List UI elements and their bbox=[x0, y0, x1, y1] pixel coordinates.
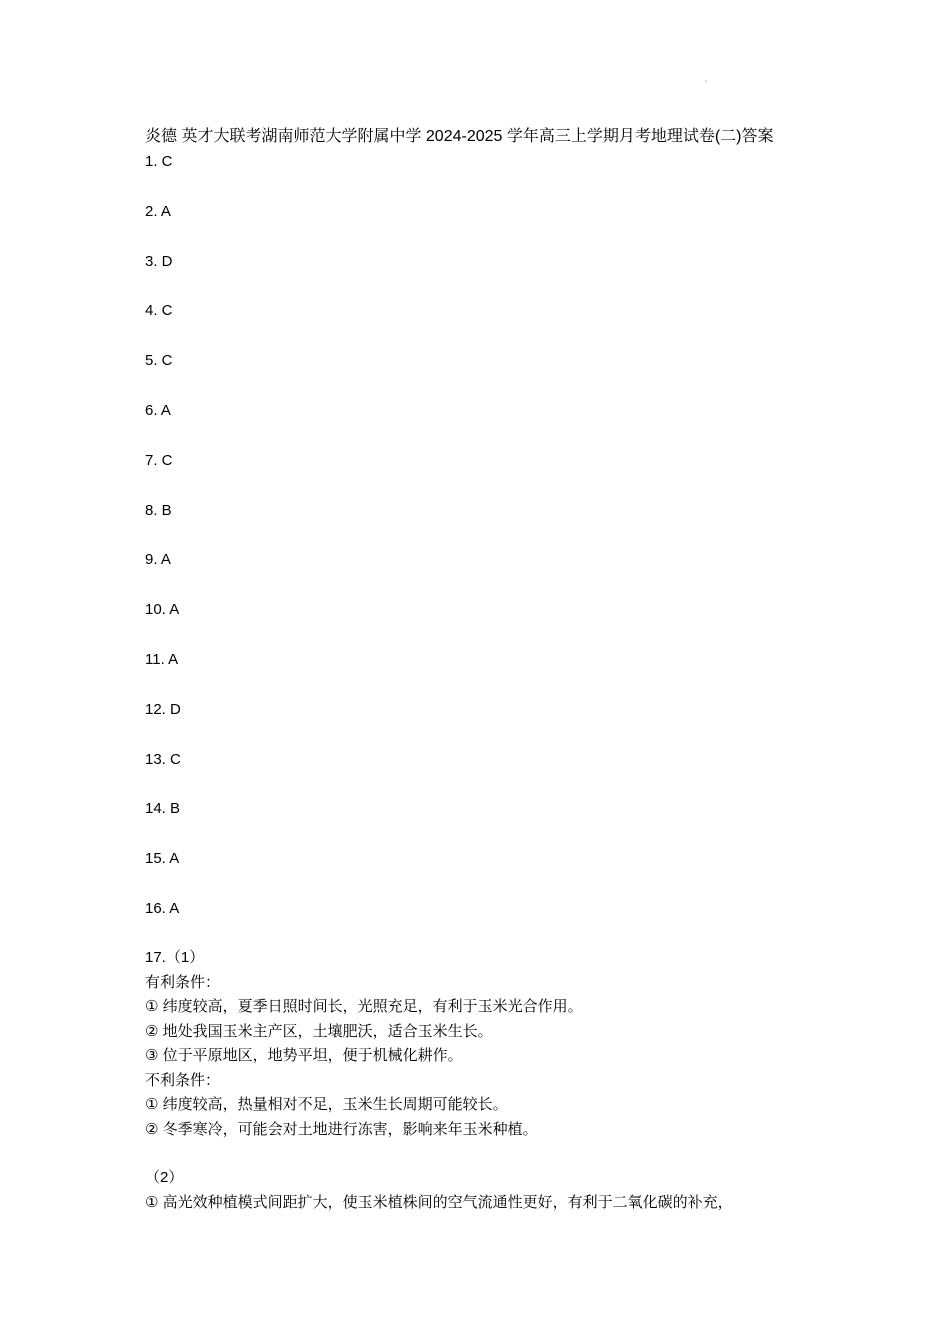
favorable-label: 有利条件： bbox=[145, 973, 221, 991]
part2-heading: （2） bbox=[145, 1169, 184, 1186]
answer-item: 7. C bbox=[145, 451, 173, 469]
answer-item: 16. A bbox=[145, 899, 180, 917]
answer-item: 12. D bbox=[145, 700, 181, 718]
unfavorable-label: 不利条件： bbox=[145, 1071, 221, 1089]
part2-item: ① 高光效种植模式间距扩大，使玉米植株间的空气流通性更好，有利于二氧化碳的补充， bbox=[145, 1193, 733, 1211]
answer-item: 9. A bbox=[145, 551, 171, 569]
answer-item: 6. A bbox=[145, 401, 171, 419]
unfavorable-item: ② 冬季寒冷，可能会对土地进行冻害，影响来年玉米种植。 bbox=[145, 1120, 538, 1138]
spacer bbox=[145, 1142, 733, 1166]
answer-item: 10. A bbox=[145, 601, 180, 619]
unfavorable-item: ① 纬度较高，热量相对不足，玉米生长周期可能较长。 bbox=[145, 1096, 508, 1113]
answer-item: 15. A bbox=[145, 850, 180, 868]
answer-item: 14. B bbox=[145, 800, 181, 818]
answer-item: 8. B bbox=[145, 501, 172, 519]
favorable-item: ② 地处我国玉米主产区，土壤肥沃，适合玉米生长。 bbox=[145, 1022, 493, 1040]
answer-list bbox=[145, 151, 181, 948]
answer-item: 1. C bbox=[145, 153, 173, 170]
answer-item: 5. C bbox=[145, 352, 173, 370]
question-17 bbox=[145, 946, 733, 1215]
answer-item: 13. C bbox=[145, 750, 181, 768]
document-title: 炎德 英才大联考湖南师范大学附属中学 2024-2025 学年高三上学期月考地理试卷(二)答案 bbox=[145, 128, 774, 145]
favorable-item: ③ 位于平原地区，地势平坦，便于机械化耕作。 bbox=[145, 1047, 463, 1064]
scan-speck bbox=[705, 80, 707, 82]
favorable-item: ① 纬度较高，夏季日照时间长，光照充足，有利于玉米光合作用。 bbox=[145, 998, 583, 1015]
answer-item: 11. A bbox=[145, 650, 179, 668]
answer-item: 2. A bbox=[145, 202, 171, 220]
question-heading: 17.（1） bbox=[145, 949, 205, 966]
answer-item: 3. D bbox=[145, 252, 173, 270]
answer-item: 4. C bbox=[145, 302, 173, 320]
